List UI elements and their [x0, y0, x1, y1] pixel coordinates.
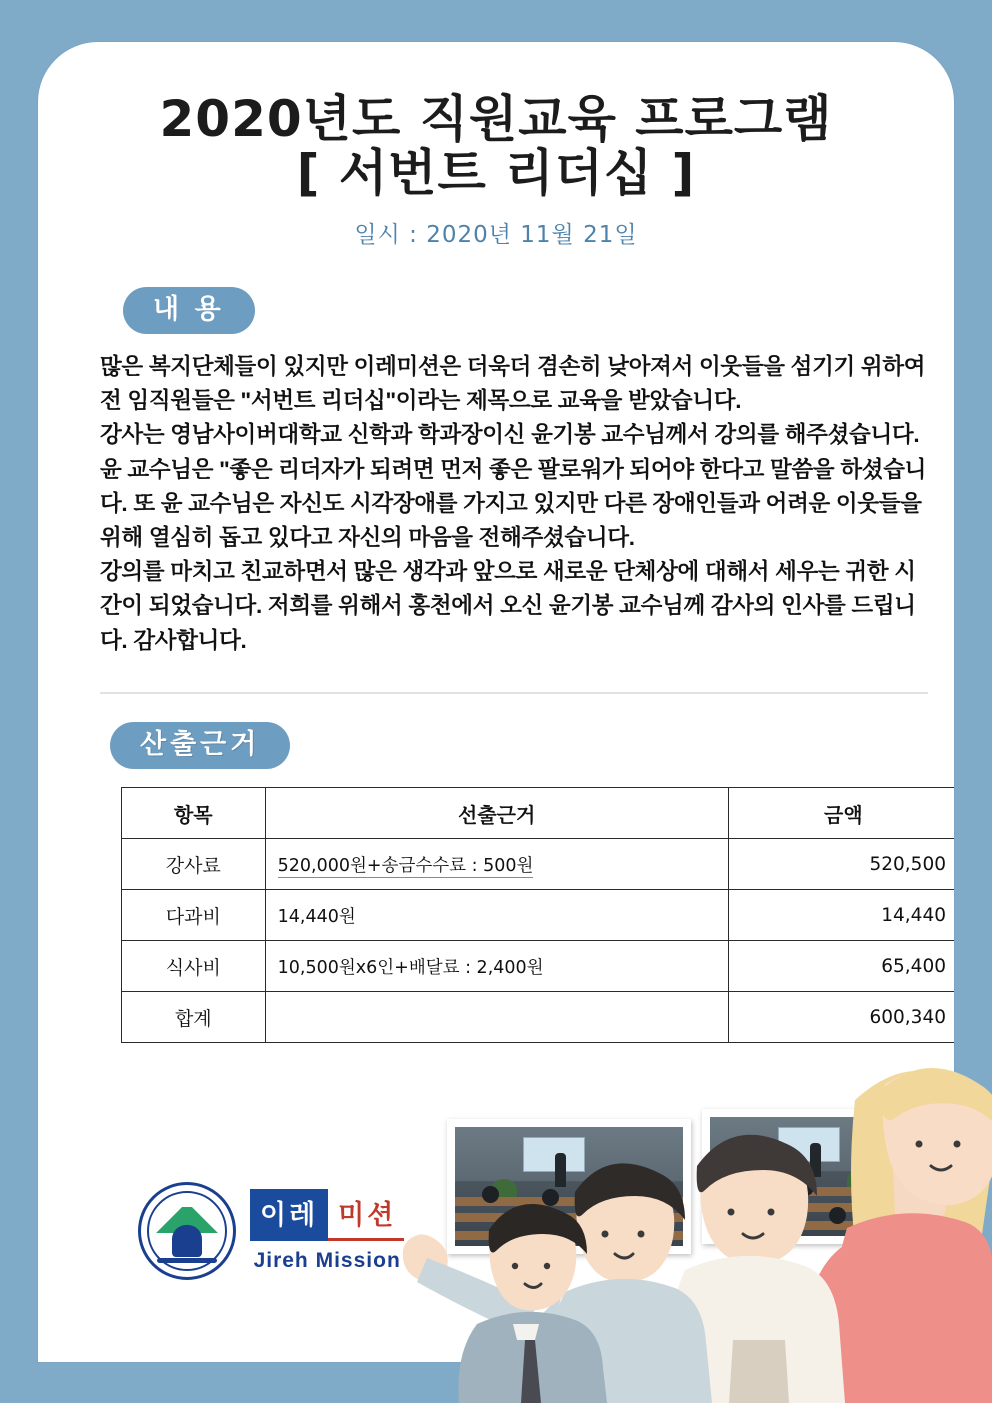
table-cell-amount: 65,400: [728, 941, 954, 992]
table-row: [122, 941, 955, 992]
poster-title-block: [38, 92, 954, 249]
page-title-line-2: [ 서번트 리더십 ]: [296, 144, 696, 202]
table-cell-item: 다과비: [122, 890, 266, 941]
content-body: [100, 350, 928, 658]
table-header-item: 항목: [122, 788, 266, 839]
section-label-budget: 산출근거: [110, 722, 290, 769]
table-row-total: [122, 992, 955, 1043]
table-cell-amount: 14,440: [728, 890, 954, 941]
event-photo-1: [447, 1119, 691, 1254]
table-cell-amount: 600,340: [728, 992, 954, 1043]
poster-card: [38, 42, 954, 1362]
table-header-basis: 선출근거: [265, 788, 728, 839]
table-cell-basis: [265, 992, 728, 1043]
table-cell-item: 강사료: [122, 839, 266, 890]
budget-table-wrapper: [121, 787, 954, 1043]
table-cell-basis: 14,440원: [265, 890, 728, 941]
logo-label-ire: 이레: [250, 1189, 328, 1241]
logo-label-english: Jireh Mission: [253, 1249, 401, 1272]
content-paragraph-3: 강의를 마치고 친교하면서 많은 생각과 앞으로 새로운 단체상에 대해서 세우는 귀한 시간이 되었습니다. 저희를 위해서 홍천에서 오신 윤기봉 교수님께 감사의 인사를 드립니다. 감사합니다.: [100, 559, 916, 653]
content-paragraph-2: 강사는 영남사이버대학교 신학과 학과장이신 윤기봉 교수님께서 강의를 해주셨습니다. 윤 교수님은 "좋은 리더자가 되려면 먼저 좋은 팔로워가 되어야 한다고 말씀을 하셨습니다. 또 윤 교수님은 자신도 시각장애를 가지고 있지만 다른 장애인들과 어려운 이웃들을 위해 열심히 돕고 있다고 자신의 마음을 전해주셨습니다.: [100, 422, 927, 550]
organization-logo: [138, 1182, 404, 1280]
table-row: [122, 890, 955, 941]
table-header-row: [122, 788, 955, 839]
jireh-mission-emblem-icon: [138, 1182, 236, 1280]
event-photo-2-image: [710, 1117, 938, 1236]
table-header-amount: 금액: [728, 788, 954, 839]
table-cell-basis: 10,500원x6인+배달료 : 2,400원: [265, 941, 728, 992]
section-divider: [100, 692, 928, 694]
logo-wordmark: [250, 1189, 404, 1273]
table-cell-basis-text: 520,000원+송금수수료 : 500원: [277, 855, 534, 876]
event-photo-2: [702, 1109, 946, 1244]
table-cell-amount: 520,500: [728, 839, 954, 890]
section-label-content: 내 용: [123, 287, 255, 334]
budget-table: [121, 787, 954, 1043]
page-title-line-1: 2020년도 직원교육 프로그램: [159, 90, 833, 148]
table-cell-item: 합계: [122, 992, 266, 1043]
section-header-budget: [110, 722, 290, 769]
section-header-content: [123, 287, 255, 334]
table-cell-item: 식사비: [122, 941, 266, 992]
event-date-subtitle: 일시 : 2020년 11월 21일: [354, 222, 638, 248]
event-photo-1-image: [455, 1127, 683, 1246]
logo-label-mission: 미션: [328, 1189, 404, 1241]
table-cell-basis: [265, 839, 728, 890]
content-paragraph-1: 많은 복지단체들이 있지만 이레미션은 더욱더 겸손히 낮아져서 이웃들을 섬기기 위하여 전 임직원들은 "서번트 리더십"이라는 제목으로 교육을 받았습니다.: [100, 354, 926, 414]
table-row: [122, 839, 955, 890]
